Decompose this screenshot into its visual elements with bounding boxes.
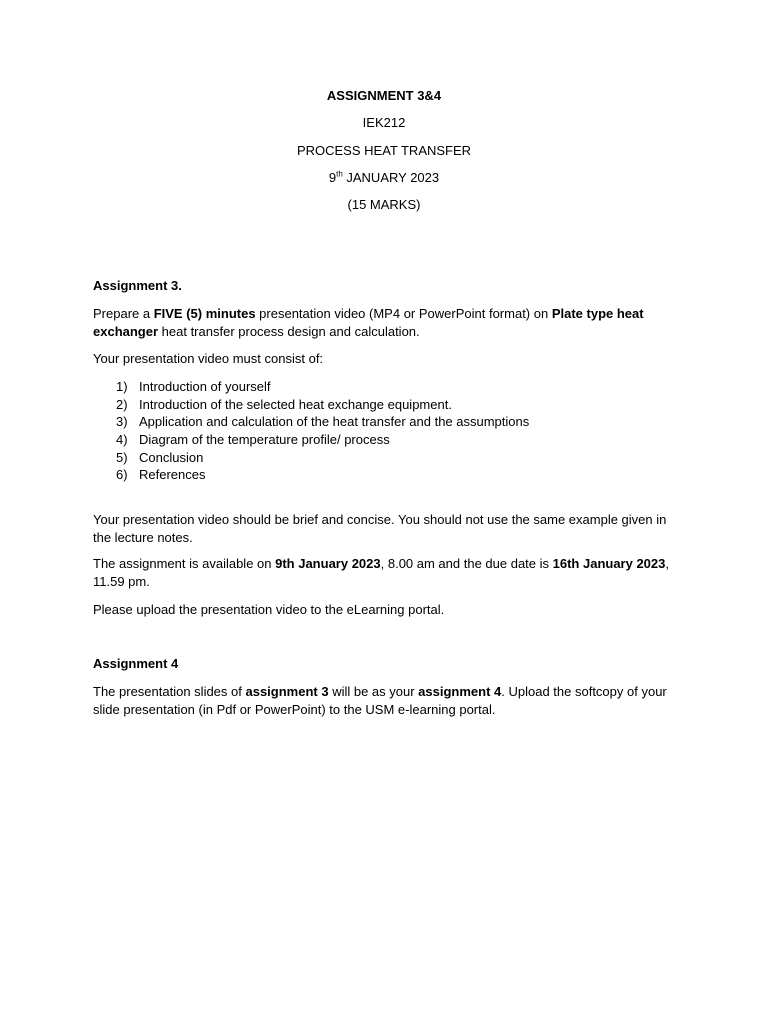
consist-label: Your presentation video must consist of:: [93, 351, 324, 366]
assignment4-heading: Assignment 4: [93, 656, 179, 671]
marks: (15 MARKS): [347, 197, 421, 212]
list-item-number: 2): [116, 396, 128, 412]
availability-paragraph: [93, 555, 673, 591]
availability-text-2: , 8.00 am and the due date is: [380, 556, 553, 571]
list-item: [93, 431, 673, 449]
list-item-number: 3): [116, 414, 128, 430]
list-item-text: Application and calculation of the heat transfer and the assumptions: [139, 414, 530, 430]
brief-paragraph: Your presentation video should be brief and concise. You should not use the same example given in the lecture notes.: [93, 512, 667, 545]
a4-text-1: The presentation slides of: [93, 684, 246, 699]
list-item: [93, 396, 673, 414]
list-item: [93, 466, 673, 484]
availability-due-date: 16th January 2023: [552, 556, 666, 571]
list-item-number: 4): [116, 432, 128, 448]
list-item: [93, 449, 673, 467]
requirements-list: [93, 378, 673, 484]
date-suffix: th: [336, 169, 343, 179]
list-item: [93, 378, 673, 396]
a4-bold-assignment3: assignment 3: [245, 684, 329, 699]
list-item-text: Conclusion: [139, 449, 204, 465]
list-item-number: 6): [116, 467, 128, 483]
document-date: [0, 169, 768, 187]
availability-text-3: , 11.59 pm.: [93, 556, 669, 589]
document-title: ASSIGNMENT 3&4: [326, 88, 442, 103]
intro-text-1: Prepare a: [93, 306, 154, 321]
list-item: [93, 413, 673, 431]
a4-text-3: . Upload the softcopy of your slide presentation (in Pdf or PowerPoint) to the USM e-learning portal.: [93, 684, 667, 717]
a4-bold-assignment4: assignment 4: [418, 684, 502, 699]
assignment3-intro: [93, 305, 673, 341]
intro-text-2: presentation video (MP4 or PowerPoint format) on: [255, 306, 552, 321]
list-item-text: Introduction of yourself: [139, 379, 271, 394]
list-item-text: Introduction of the selected heat exchange equipment.: [139, 396, 452, 412]
intro-bold-topic: Plate type heat exchanger: [93, 306, 644, 339]
availability-start-date: 9th January 2023: [275, 556, 381, 571]
intro-bold-duration: FIVE (5) minutes: [153, 306, 256, 321]
course-name: PROCESS HEAT TRANSFER: [296, 143, 472, 158]
assignment3-heading: Assignment 3.: [93, 278, 182, 293]
availability-text-1: The assignment is available on: [93, 556, 276, 571]
list-item-text: Diagram of the temperature profile/ process: [139, 432, 390, 448]
list-item-number: 5): [116, 449, 128, 465]
list-item-text: References: [139, 467, 206, 483]
date-day: 9: [328, 170, 337, 185]
assignment4-body: [93, 683, 673, 719]
list-item-number: 1): [116, 379, 128, 394]
upload-instruction: Please upload the presentation video to the eLearning portal.: [93, 602, 445, 617]
date-rest: JANUARY 2023: [342, 170, 440, 185]
intro-text-3: heat transfer process design and calculation.: [158, 324, 420, 339]
course-code: IEK212: [362, 115, 406, 130]
a4-text-2: will be as your: [328, 684, 419, 699]
